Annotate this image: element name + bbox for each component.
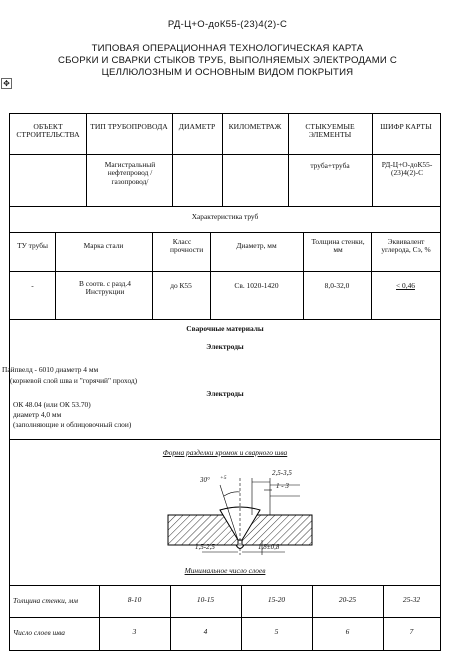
thickness-value: 8-10 (127, 595, 142, 604)
pipes-value-class: до К55 (170, 281, 192, 290)
title-line-2: СБОРКИ И СВАРКИ СТЫКОВ ТРУБ, ВЫПОЛНЯЕМЫХ ЭЛЕКТРОДАМИ С (58, 55, 397, 66)
gap-mid-dimension: 1 - 3 (276, 482, 289, 490)
drawing-title: Форма разделки кромок и сварного шва (162, 448, 288, 457)
value-pipeline-type: Магистральный нефтепровод /газопровод/ (104, 160, 156, 186)
pipes-value-steel: В соотв. с разд.4 Инструкции (79, 279, 131, 297)
value-joined-elements: труба+труба (310, 161, 350, 170)
pipes-value-carbon: < 0,46 (396, 281, 415, 290)
root-dimension: 1,5-2,5 (195, 543, 215, 551)
pipes-header-diameter: Диаметр, мм (236, 241, 277, 250)
pipes-header-thickness: Толщина стенки, мм (311, 237, 365, 255)
electrodes-2-line2: диаметр 4,0 мм (13, 410, 62, 419)
pipes-value-spec: - (31, 281, 34, 290)
layers-count: 5 (274, 627, 279, 636)
document-code: РД-Ц+О-доК55-(23)4(2)-С (167, 19, 288, 30)
gap-top-dimension: 2,5-3,5 (272, 469, 292, 477)
pipes-header-class: Класс прочности (170, 237, 204, 255)
pipes-header-spec: ТУ трубы (17, 241, 48, 250)
angle-tolerance: +5 (220, 475, 227, 481)
angle-label: 30° (200, 476, 210, 484)
pipes-section-title: Характеристика труб (191, 212, 259, 221)
header-diameter: ДИАМЕТР (178, 122, 216, 131)
layers-row-label: Число слоев шва (13, 628, 65, 637)
header-object: ОБЪЕКТ СТРОИТЕЛЬСТВА (16, 122, 80, 140)
thickness-row-label: Толщина стенки, мм (13, 596, 78, 605)
thickness-value: 25-32 (402, 595, 421, 604)
header-card-code: ШИФР КАРТЫ (380, 122, 432, 131)
min-layers-caption: Минимальное число слоев (184, 566, 266, 575)
table-move-handle-icon[interactable]: ✥ (1, 78, 12, 89)
electrodes-1-line1: Пайпвелд - 6010 диаметр 4 мм (2, 365, 99, 374)
layers-count: 7 (409, 627, 414, 636)
materials-title: Сварочные материалы (186, 324, 264, 333)
header-kilometrage: КИЛОМЕТРАЖ (228, 122, 282, 131)
pipes-header-carbon: Эквивалент углерода, Сэ, % (381, 237, 431, 255)
header-joined-elements: СТЫКУЕМЫЕ ЭЛЕМЕНТЫ (305, 122, 355, 140)
land-dimension: 1,8±0,8 (258, 543, 280, 551)
title-line-1: ТИПОВАЯ ОПЕРАЦИОННАЯ ТЕХНОЛОГИЧЕСКАЯ КАРТА (91, 43, 364, 54)
layers-count: 4 (203, 627, 208, 636)
electrodes-title-1: Электроды (206, 342, 244, 351)
layers-count: 3 (132, 627, 137, 636)
thickness-value: 20-25 (338, 595, 357, 604)
electrodes-title-2: Электроды (206, 389, 244, 398)
operation-card-table (2, 113, 441, 651)
electrodes-1-line2: (корневой слой шва и "горячий" проход) (10, 376, 138, 385)
title-line-3: ЦЕЛЛЮЛОЗНЫМ И ОСНОВНЫМ ВИДОМ ПОКРЫТИЯ (101, 67, 354, 78)
layers-count: 6 (345, 627, 350, 636)
pipes-header-steel: Марка стали (83, 241, 124, 250)
pipes-value-thickness: 8,0-32,0 (324, 281, 350, 290)
pipes-value-diameter: Св. 1020-1420 (234, 281, 279, 290)
weld-joint-drawing (160, 460, 320, 560)
value-card-code: РД-Ц+О-доК55-(23)4(2)-С (381, 160, 433, 178)
electrodes-2-line3: (заполняющие и облицовочный слои) (13, 420, 132, 429)
electrodes-2-line1: ОК 48.04 (или ОК 53.70) (13, 400, 91, 409)
header-pipeline-type: ТИП ТРУБОПРОВОДА (90, 122, 168, 131)
thickness-value: 15-20 (267, 595, 286, 604)
thickness-value: 10-15 (196, 595, 215, 604)
